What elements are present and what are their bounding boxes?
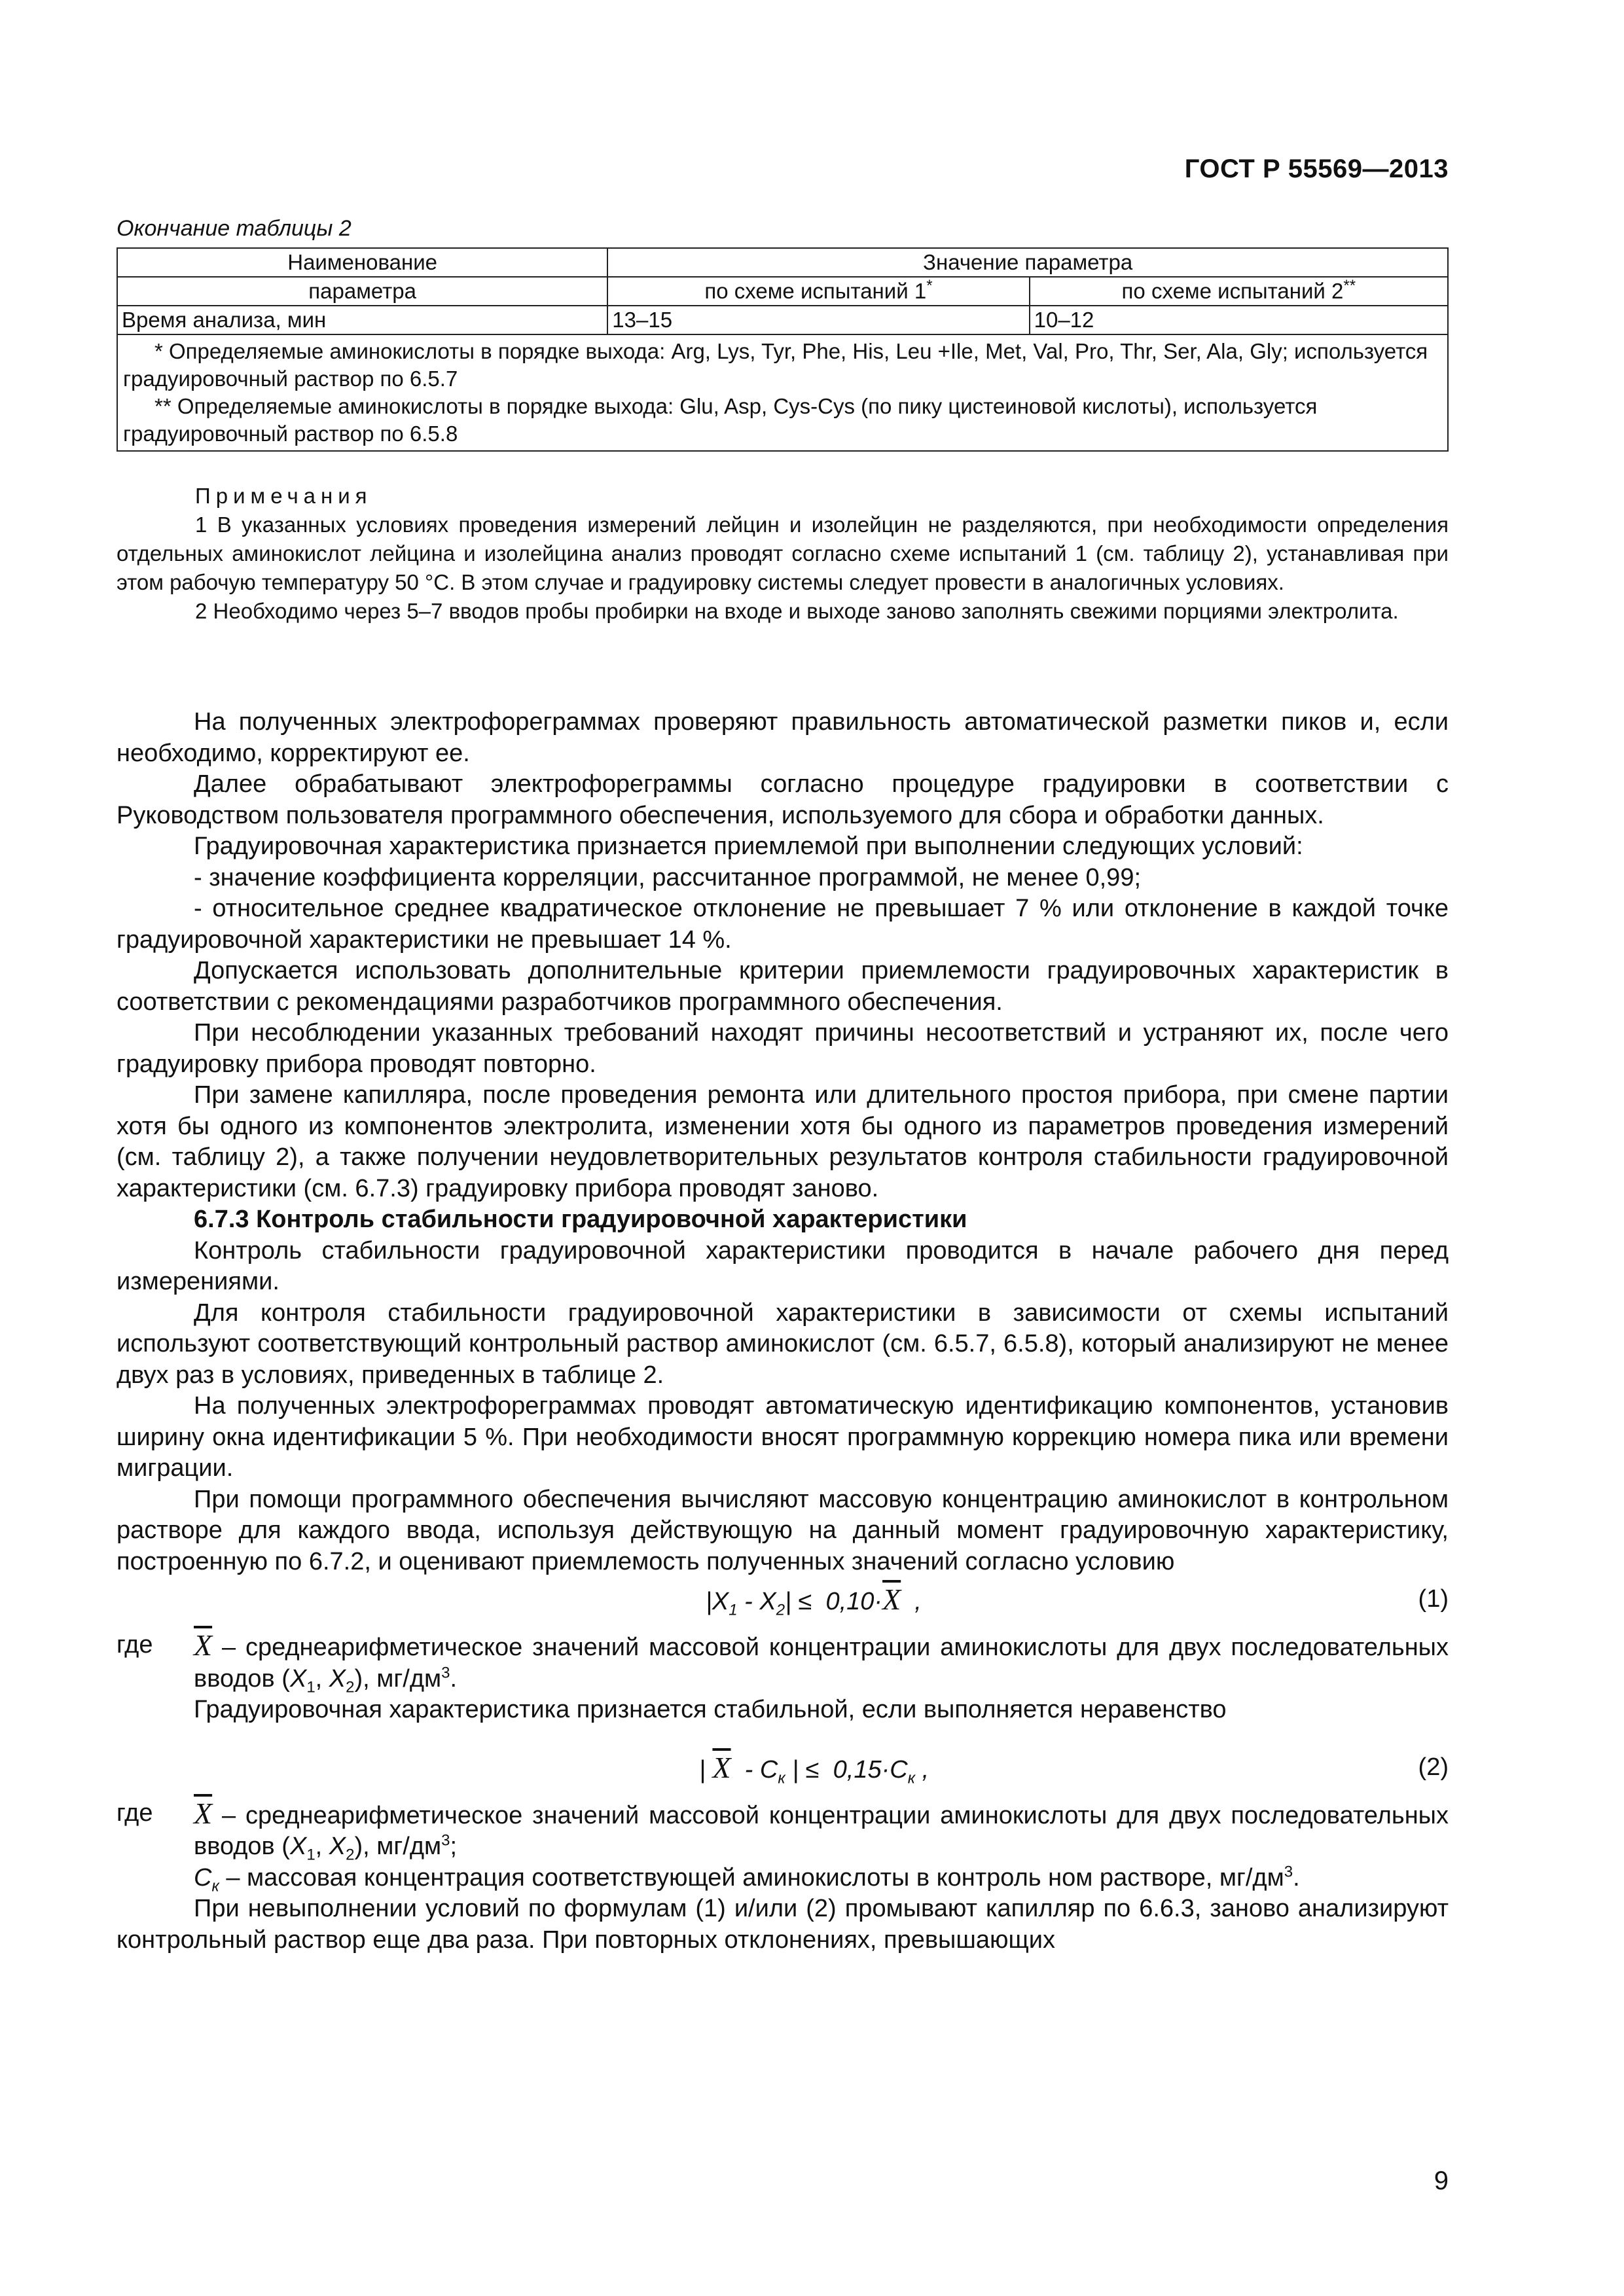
paragraph: Градуировочная характеристика признается стабильной, если выполняется неравенство [194, 1696, 1227, 1723]
table-footnote-2: ** Определяемые аминокислоты в порядке выхода: Glu, Asp, Cys-Cys (по пику цистеиновой кислоты), используется градуировочный раствор по 6.5.8 [123, 394, 1318, 446]
paragraph: На полученных электрофореграммах проводят автоматическую идентификацию компонентов, установив ширину окна идентификации 5 %. При необходимости вносят программную коррекцию номера пика или времени миграции. [117, 1392, 1449, 1482]
where-label: где [117, 1799, 153, 1827]
paragraph: Для контроля стабильности градуировочной характеристики в зависимости от схемы испытаний используют соответствующий контрольный раствор аминокислот (см. 6.5.7, 6.5.8), который анализируют не менее двух раз в условиях, приведенных в таблице 2. [117, 1299, 1449, 1389]
formula-2-number: (2) [1418, 1753, 1449, 1781]
formula-1-expression: $|X_1 - X_2| \le 0,10\cdot\overline{X}$ , [706, 1583, 922, 1619]
paragraph: Далее обрабатывают электрофореграммы согласно процедуре градуировки в соответствии с Руководством пользователя программного обеспечения, используемого для сбора и обработки данных. [117, 770, 1449, 829]
paragraph: При замене капилляра, после проведения ремонта или длительного простоя прибора, при смене партии хотя бы одного из компонентов электролита, изменении хотя бы одного из параметров проведения измерений (см. таблицу 2), а также получении неудовлетворительных результатов контроля стабильности градуировочной характеристики (см. 6.7.3) градуировку прибора проводят заново. [117, 1081, 1449, 1202]
formula-2-expression: | $\overline{X} - C_к$ | ≤ $0,15\cdot C_к$ , [699, 1750, 929, 1787]
page-number: 9 [1434, 2166, 1449, 2195]
standard-header: ГОСТ Р 55569—2013 [1184, 154, 1449, 183]
header-cell-value: Значение параметра [607, 248, 1448, 277]
paragraph: - относительное среднее квадратическое отклонение не превышает 7 % или отклонение в каждой точке градуировочной характеристики не превышает 14 %. [117, 895, 1449, 954]
header-cell-scheme1: по схеме испытаний 1* [607, 277, 1029, 306]
paragraph: При помощи программного обеспечения вычисляют массовую концентрацию аминокислот в контрольном растворе для каждого ввода, используя действующую на данный момент градуировочную характеристику, построенную по 6.7.2, и оценивают приемлемость полученных значений согласно условию [117, 1485, 1449, 1575]
where-block-1 [117, 1630, 1449, 1695]
notes-title: Примечания [195, 484, 372, 508]
cell-value-2: 10–12 [1030, 306, 1448, 334]
body-text [117, 707, 1449, 1956]
paragraph: Градуировочная характеристика признается приемлемой при выполнении следующих условий: [194, 833, 1303, 860]
note-1: 1 В указанных условиях проведения измерений лейцин и изолейцин не разделяются, при необходимости определения отдельных аминокислот лейцина и изолейцина анализ проводят согласно схеме испытаний 1 (см. таблицу 2), устанавливая при этом рабочую температуру 50 °С. В этом случае и градуировку системы следует провести в аналогичных условиях. [117, 512, 1449, 594]
table-footnote-row [117, 334, 1448, 451]
formula-1 [117, 1577, 1449, 1630]
paragraph: При невыполнении условий по формулам (1) и/или (2) промывают капилляр по 6.6.3, заново анализируют контрольный раствор еще два раза. При повторных отклонениях, превышающих [117, 1895, 1449, 1954]
table-caption: Окончание таблицы 2 [117, 216, 352, 241]
cell-param: Время анализа, мин [117, 306, 607, 334]
header-cell-name: Наименование [117, 248, 607, 277]
cell-value-1: 13–15 [607, 306, 1029, 334]
formula-2 [117, 1726, 1449, 1798]
header-cell-name-2: параметра [117, 277, 607, 306]
table-row [117, 306, 1448, 334]
where-definition: $\overline{X}$ – среднеарифметическое значений массовой концентрации аминокислоты для двух последовательных вводов ($X_1$, $X_2$), $мг/дм^3$. [194, 1628, 1449, 1696]
paragraph: Контроль стабильности градуировочной характеристики проводится в начале рабочего дня перед измерениями. [117, 1236, 1449, 1295]
where-definition: $\overline{X}$ – среднеарифметическое значений массовой концентрации аминокислоты для двух последовательных вводов ($X_1$, $X_2$), $мг/дм^3$; [194, 1796, 1449, 1864]
table-footnote-1: * Определяемые аминокислоты в порядке выхода: Arg, Lys, Tyr, Phe, His, Leu +Ile, Met, Val, Pro, Thr, Ser, Ala, Gly; используется градуировочный раствор по 6.5.7 [123, 339, 1428, 391]
ck-definition: $C_к$ – массовая концентрация соответствующей аминокислоты в контроль ном растворе, $мг/дм^3$. [194, 1862, 1300, 1895]
paragraph: - значение коэффициента корреляции, рассчитанное программой, не менее 0,99; [194, 863, 1142, 891]
where-label: где [117, 1631, 153, 1659]
paragraph: При несоблюдении указанных требований находят причины несоответствий и устраняют их, после чего градуировку прибора проводят повторно. [117, 1019, 1449, 1078]
paragraph: На полученных электрофореграммах проверяют правильность автоматической разметки пиков и, если необходимо, корректируют ее. [117, 708, 1449, 767]
header-cell-scheme2: по схеме испытаний 2** [1030, 277, 1448, 306]
paragraph: Допускается использовать дополнительные критерии приемлемости градуировочных характеристик в соответствии с рекомендациями разработчиков программного обеспечения. [117, 957, 1449, 1016]
formula-1-number: (1) [1418, 1585, 1449, 1613]
note-2: 2 Необходимо через 5–7 вводов пробы пробирки на входе и выходе заново заполнять свежими порциями электролита. [195, 599, 1399, 623]
table-header-row [117, 248, 1448, 277]
table-subheader-row [117, 277, 1448, 306]
section-heading: 6.7.3 Контроль стабильности градуировочной характеристики [194, 1206, 967, 1233]
parameters-table [117, 247, 1449, 452]
notes-block [117, 482, 1449, 626]
where-block-2 [117, 1798, 1449, 1863]
